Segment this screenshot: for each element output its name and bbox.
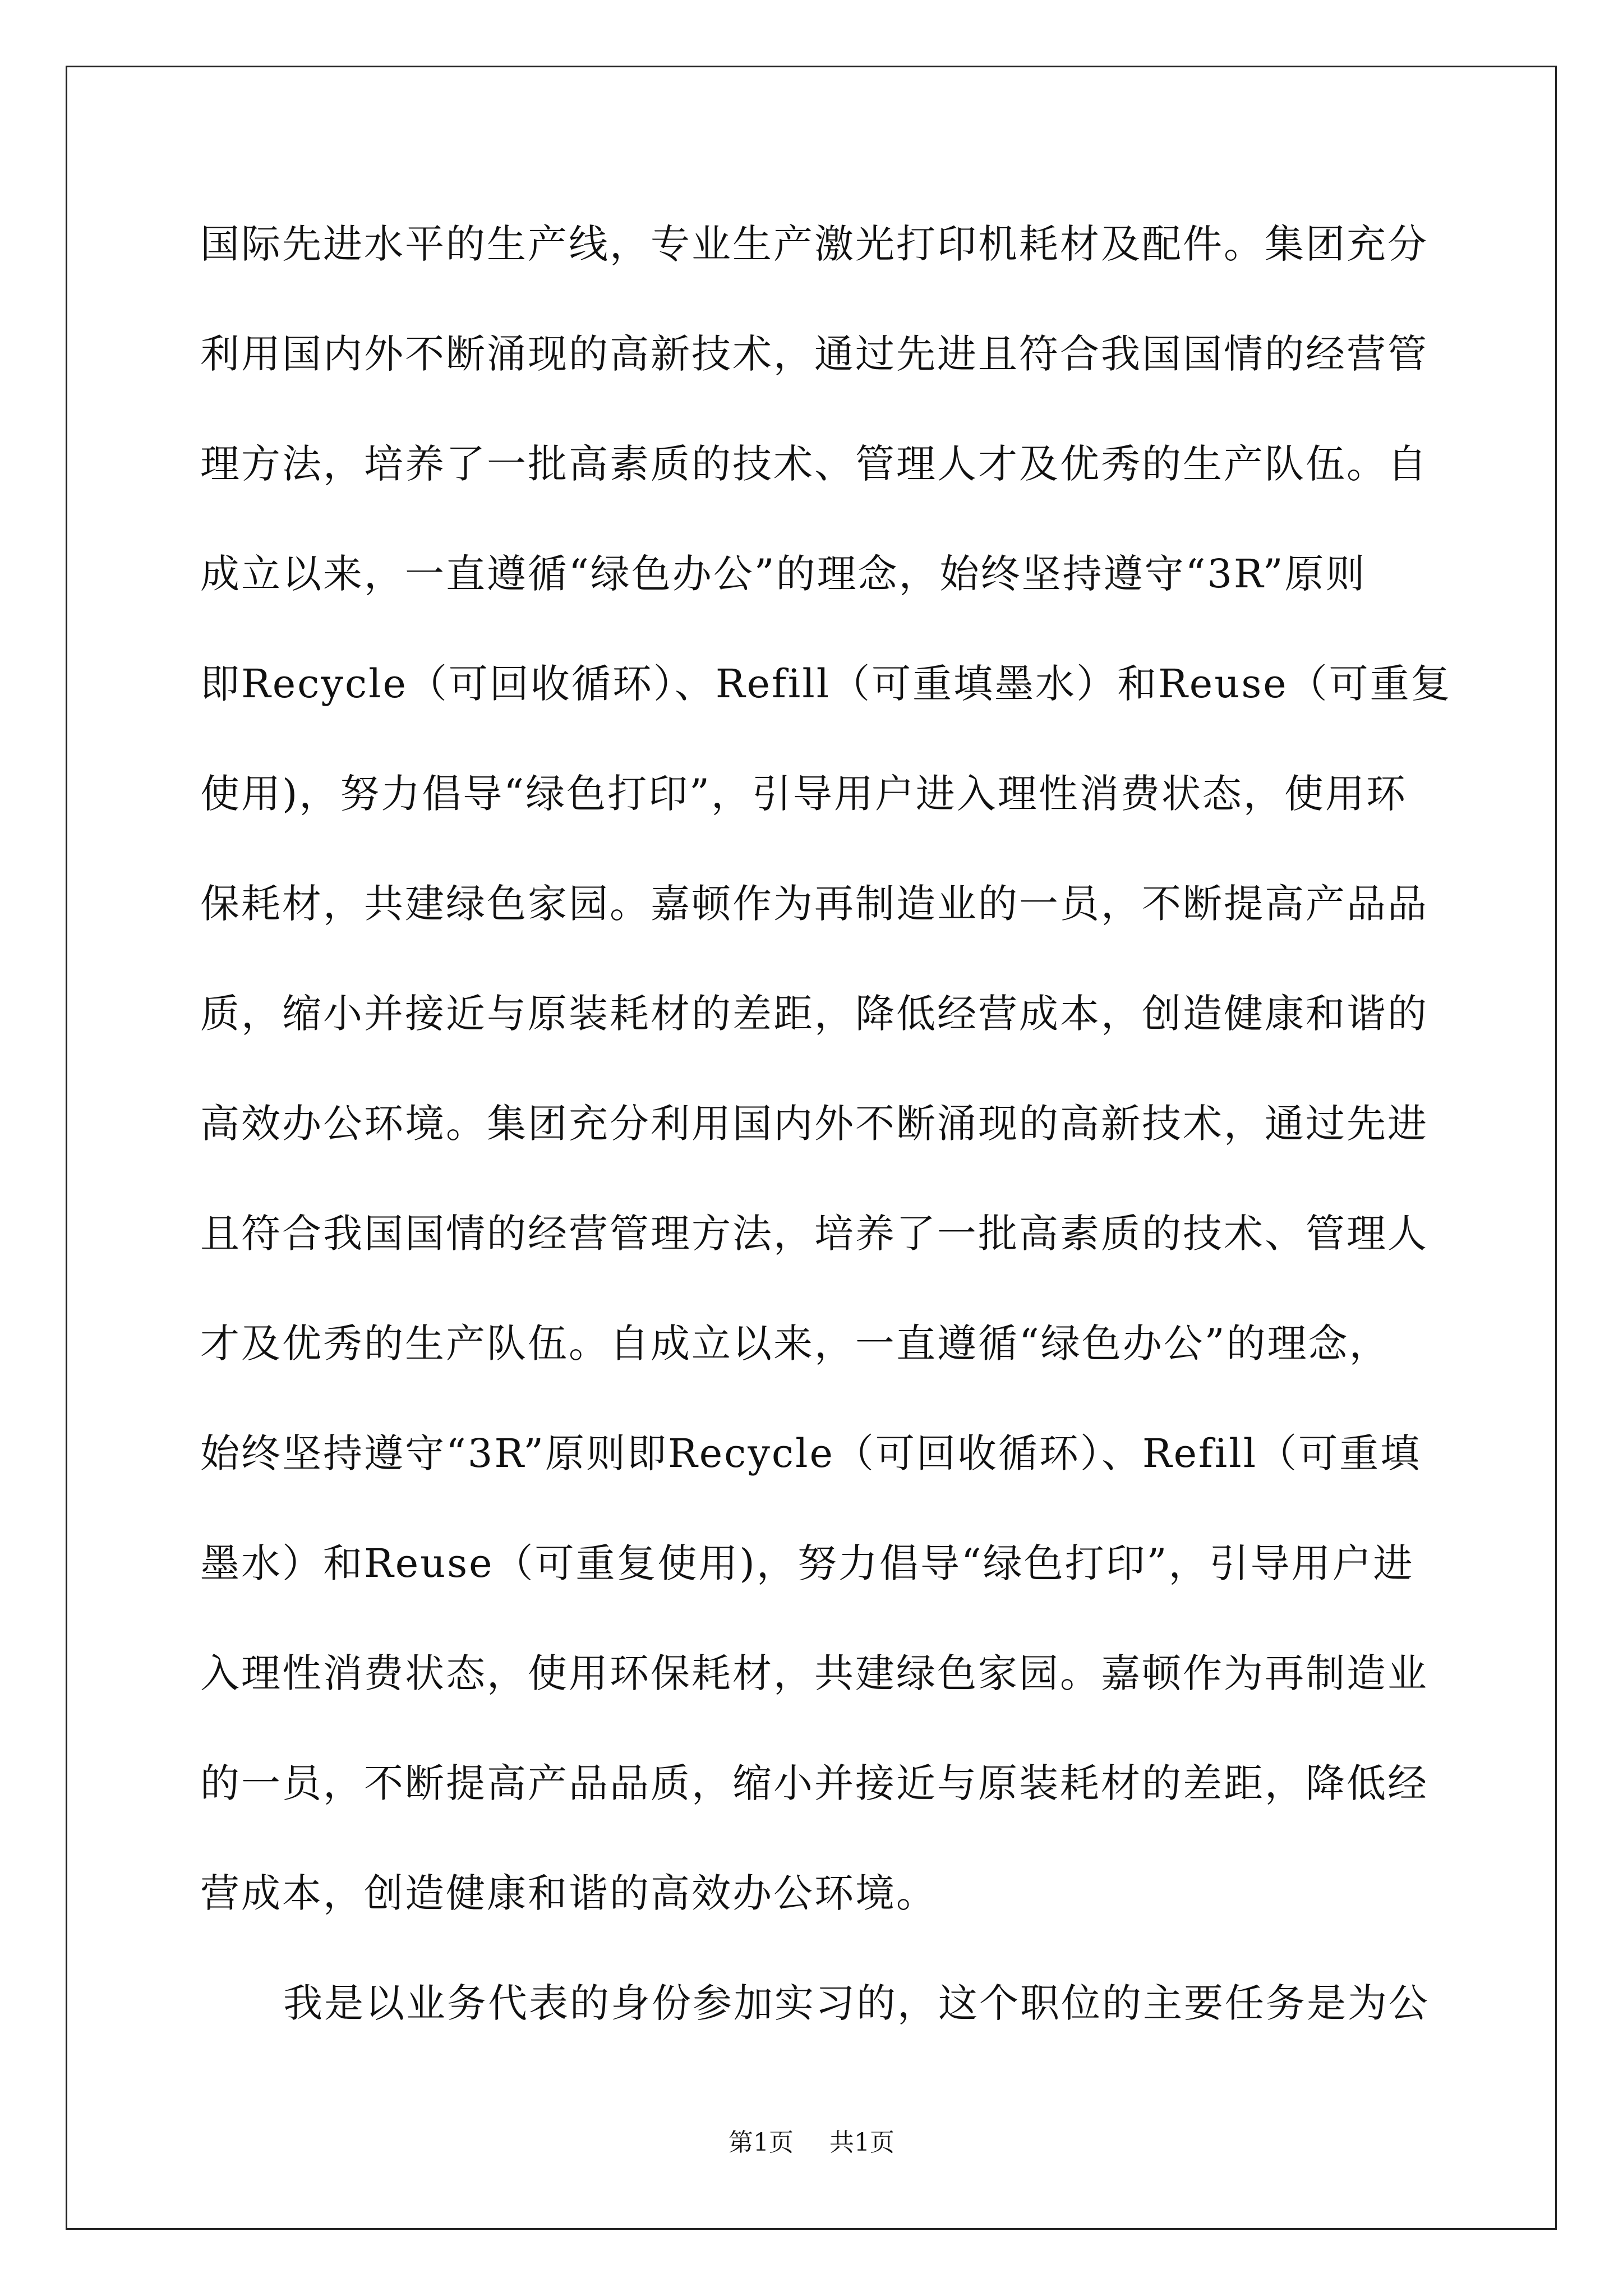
paragraph-start-line: 我是以业务代表的身份参加实习的，这个职位的主要任务是为公 xyxy=(283,1980,1430,2026)
text-line: 使用)，努力倡导“绿色打印”，引导用户进入理性消费状态，使用环 xyxy=(200,771,1407,817)
text-line: 才及优秀的生产队伍。自成立以来，一直遵循“绿色办公”的理念， xyxy=(200,1320,1390,1366)
text-line: 入理性消费状态，使用环保耗材，共建绿色家园。嘉顿作为再制造业 xyxy=(200,1650,1428,1696)
text-line: 成立以来，一直遵循“绿色办公”的理念，始终坚持遵守“3R”原则 xyxy=(200,551,1367,597)
page-footer xyxy=(0,2126,1623,2160)
text-line: 国际先进水平的生产线，专业生产激光打印机耗材及配件。集团充分 xyxy=(200,221,1428,267)
text-line: 墨水）和Reuse（可重复使用)，努力倡导“绿色打印”，引导用户进 xyxy=(200,1540,1414,1586)
text-line: 理方法，培养了一批高素质的技术、管理人才及优秀的生产队伍。自 xyxy=(200,441,1428,487)
text-line: 即Recycle（可回收循环）、Refill（可重填墨水）和Reuse（可重复 xyxy=(200,661,1452,707)
text-line: 质，缩小并接近与原装耗材的差距，降低经营成本，创造健康和谐的 xyxy=(200,991,1428,1037)
text-line: 营成本，创造健康和谐的高效办公环境。 xyxy=(200,1870,937,1916)
text-line: 始终坚持遵守“3R”原则即Recycle（可回收循环）、Refill（可重填 xyxy=(200,1430,1422,1476)
page-number-current: 第1页 xyxy=(728,2128,794,2157)
text-line: 高效办公环境。集团充分利用国内外不断涌现的高新技术，通过先进 xyxy=(200,1101,1428,1147)
text-line: 的一员，不断提高产品品质，缩小并接近与原装耗材的差距，降低经 xyxy=(200,1760,1428,1806)
text-line: 且符合我国国情的经营管理方法，培养了一批高素质的技术、管理人 xyxy=(200,1211,1428,1257)
document-body xyxy=(200,213,1452,2082)
text-line: 保耗材，共建绿色家园。嘉顿作为再制造业的一员，不断提高产品品 xyxy=(200,881,1428,927)
text-line: 利用国内外不断涌现的高新技术，通过先进且符合我国国情的经营管 xyxy=(200,331,1428,377)
page-number-total: 共1页 xyxy=(829,2128,895,2157)
